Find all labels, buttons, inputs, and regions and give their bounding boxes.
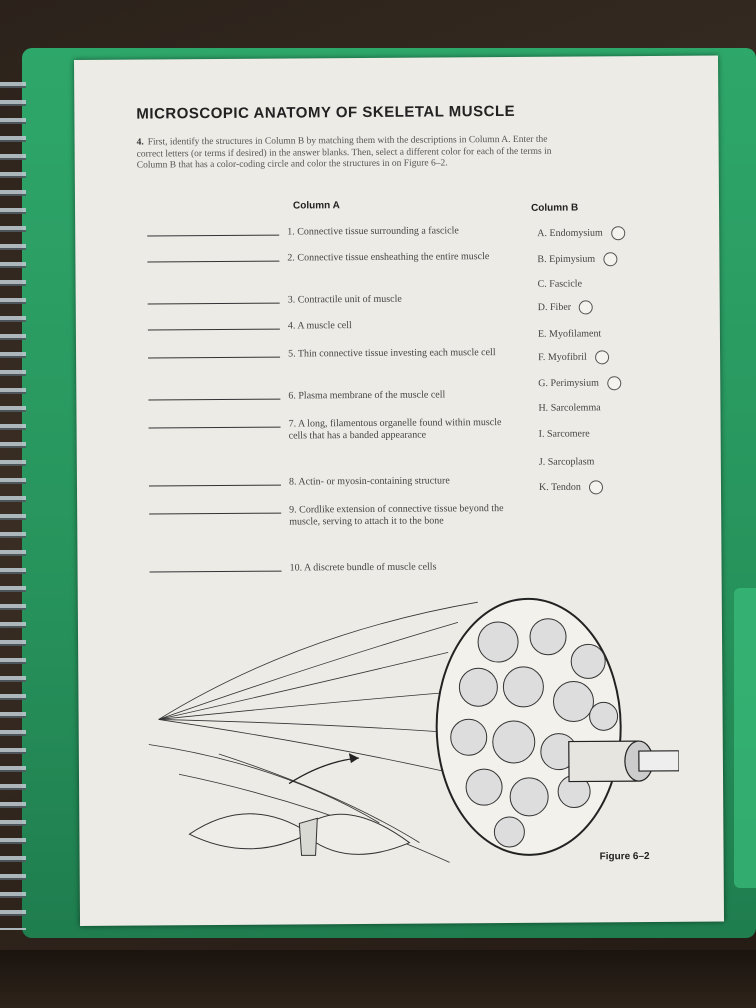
- term-fascicle: C. Fascicle: [537, 278, 583, 290]
- answer-blank[interactable]: [149, 427, 281, 429]
- question-number: 9.: [289, 504, 297, 516]
- question-row: [147, 251, 527, 264]
- column-a-header: Column A: [292, 200, 340, 212]
- question-text: Thin connective tissue investing each muscle cell: [297, 347, 496, 360]
- color-circle[interactable]: [595, 350, 609, 364]
- question-number: 8.: [288, 476, 297, 488]
- instructions: [137, 135, 557, 172]
- question-number: 6.: [288, 390, 296, 402]
- answer-blank[interactable]: [147, 235, 279, 237]
- question-number: 5.: [288, 348, 296, 360]
- question-row: [148, 319, 528, 332]
- column-b-header: Column B: [531, 202, 579, 214]
- question-row: [148, 347, 528, 360]
- color-circle[interactable]: [607, 376, 621, 390]
- term-sarcolemma: H. Sarcolemma: [538, 402, 601, 414]
- question-text: Connective tissue surrounding a fascicle: [297, 225, 459, 238]
- muscle-figure: [118, 591, 680, 895]
- question-number: 3.: [287, 294, 296, 306]
- question-number: 10.: [289, 562, 303, 574]
- desk-surface: [0, 950, 756, 1008]
- answer-blank[interactable]: [148, 357, 280, 359]
- worksheet-page: [74, 56, 724, 926]
- question-row: [150, 561, 530, 574]
- binder-tab: [734, 588, 756, 888]
- answer-blank[interactable]: [148, 399, 280, 401]
- question-text: Cordlike extension of connective tissue beyond the muscle, serving to attach it to the bone: [289, 503, 504, 528]
- color-circle[interactable]: [603, 252, 617, 266]
- muscle-cross-section-illustration: [118, 591, 680, 895]
- question-number: 7.: [288, 418, 297, 430]
- instruction-text: First, identify the structures in Column B by matching them with the descriptions in Column A. Enter the correct letters (or terms if desired) in the answer blanks. Then, select a different color for each of the terms in Column B that has a color-coding circle and color the structures in on Figure 6–2.: [136, 134, 552, 171]
- question-text: Contractile unit of muscle: [297, 293, 402, 306]
- question-row: [149, 503, 529, 528]
- spiral-binding: [0, 70, 26, 930]
- answer-blank[interactable]: [149, 513, 281, 515]
- question-row: [149, 475, 529, 488]
- color-circle[interactable]: [579, 300, 593, 314]
- color-circle[interactable]: [611, 226, 625, 240]
- term-sarcoplasm: J. Sarcoplasm: [538, 456, 595, 468]
- question-text: A muscle cell: [297, 320, 352, 332]
- question-row: [148, 389, 528, 402]
- term-tendon: K. Tendon: [539, 480, 603, 494]
- term-epimysium: B. Epimysium: [537, 252, 617, 267]
- term-perimysium: G. Perimysium: [538, 376, 621, 391]
- term-myofibril: F. Myofibril: [538, 350, 609, 364]
- term-endomysium: A. Endomysium: [537, 226, 625, 241]
- question-text: A discrete bundle of muscle cells: [303, 561, 437, 574]
- question-text: Plasma membrane of the muscle cell: [298, 389, 446, 402]
- term-sarcomere: I. Sarcomere: [538, 428, 590, 440]
- answer-blank[interactable]: [148, 303, 280, 305]
- answer-blank[interactable]: [150, 571, 282, 573]
- answer-blank[interactable]: [147, 261, 279, 263]
- term-myofilament: E. Myofilament: [537, 328, 602, 340]
- answer-blank[interactable]: [149, 485, 281, 487]
- page-title: MICROSCOPIC ANATOMY OF SKELETAL MUSCLE: [136, 102, 516, 123]
- question-text: Actin- or myosin-containing structure: [298, 475, 450, 488]
- question-number: 2.: [287, 252, 295, 264]
- instruction-number: 4.: [136, 137, 144, 148]
- figure-caption: Figure 6–2: [599, 851, 650, 863]
- question-text: A long, filamentous organelle found within muscle cells that has a banded appearance: [288, 417, 502, 442]
- question-row: [148, 293, 528, 306]
- answer-blank[interactable]: [148, 329, 280, 331]
- question-row: [149, 417, 529, 442]
- question-row: [147, 225, 527, 238]
- question-number: 1.: [287, 226, 295, 238]
- question-number: 4.: [287, 320, 296, 332]
- term-fiber: D. Fiber: [538, 300, 593, 314]
- color-circle[interactable]: [589, 480, 603, 494]
- question-text: Connective tissue ensheathing the entire muscle: [297, 251, 490, 264]
